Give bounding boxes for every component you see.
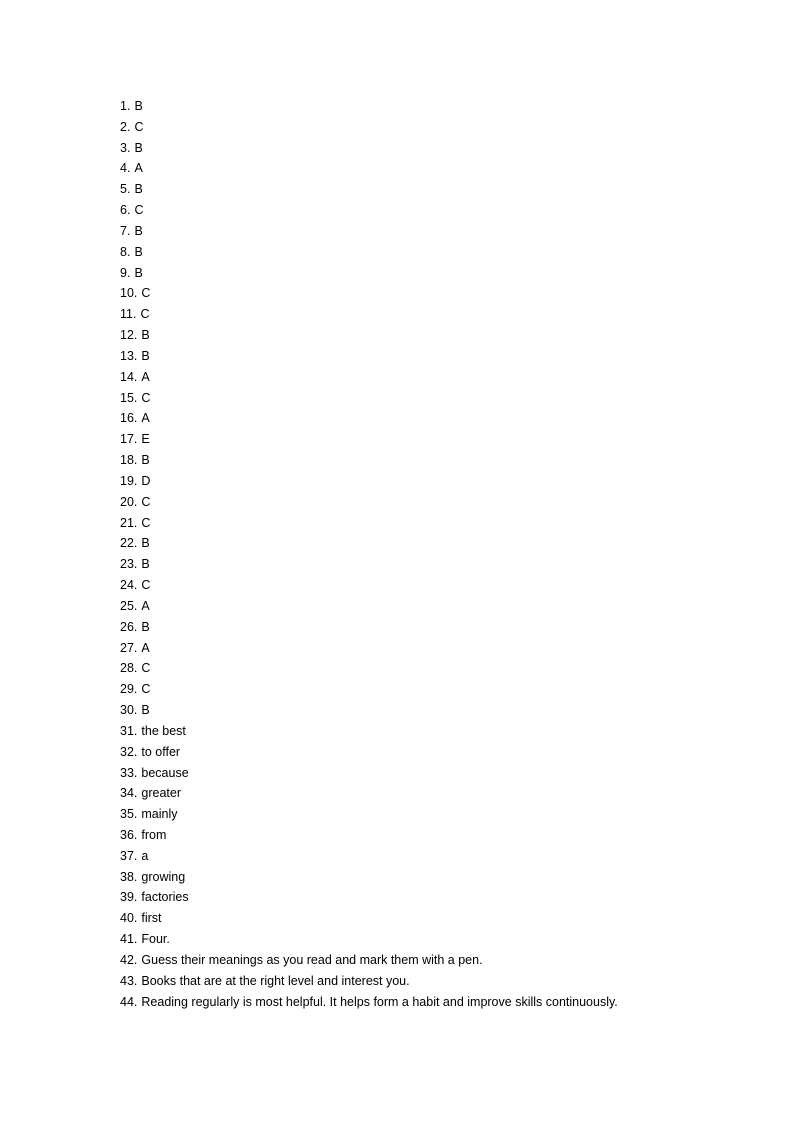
answer-number: 3. xyxy=(120,140,131,155)
answer-text: A xyxy=(141,369,150,384)
answer-number: 42. xyxy=(120,952,138,967)
answer-item xyxy=(120,783,618,804)
answer-item xyxy=(120,513,618,534)
answer-item xyxy=(120,283,618,304)
answer-text: first xyxy=(141,911,162,926)
answer-number: 44. xyxy=(120,994,138,1009)
answer-item xyxy=(120,804,618,825)
answer-text: B xyxy=(141,619,150,634)
answer-key-list xyxy=(120,96,618,1012)
answer-number: 11. xyxy=(120,307,137,322)
answer-number: 22. xyxy=(120,536,138,551)
answer-item xyxy=(120,492,618,513)
answer-item xyxy=(120,596,618,617)
answer-number: 30. xyxy=(120,703,138,718)
answer-number: 39. xyxy=(120,890,138,905)
answer-number: 34. xyxy=(120,786,138,801)
answer-number: 5. xyxy=(120,182,131,197)
answer-item xyxy=(120,179,618,200)
answer-text: C xyxy=(134,203,144,218)
answer-number: 1. xyxy=(120,99,131,113)
answer-text: B xyxy=(141,703,150,718)
answer-number: 6. xyxy=(120,203,131,218)
answer-number: 24. xyxy=(120,578,138,593)
answer-item xyxy=(120,138,618,159)
answer-item xyxy=(120,867,618,888)
answer-item xyxy=(120,429,618,450)
answer-number: 10. xyxy=(120,286,138,301)
answer-text: C xyxy=(141,661,151,676)
answer-item xyxy=(120,554,618,575)
answer-item xyxy=(120,325,618,346)
answer-number: 32. xyxy=(120,744,138,759)
answer-text: C xyxy=(141,286,151,301)
answer-text: C xyxy=(141,515,151,530)
answer-number: 33. xyxy=(120,765,138,780)
answer-number: 23. xyxy=(120,557,138,572)
answer-number: 20. xyxy=(120,494,138,509)
answer-number: 43. xyxy=(120,973,138,988)
answer-item xyxy=(120,992,618,1013)
answer-item xyxy=(120,263,618,284)
answer-item xyxy=(120,763,618,784)
answer-item xyxy=(120,825,618,846)
answer-item xyxy=(120,846,618,867)
answer-text: B xyxy=(134,140,143,155)
answer-text: C xyxy=(134,119,144,134)
answer-text: C xyxy=(141,390,151,405)
answer-number: 28. xyxy=(120,661,138,676)
answer-item xyxy=(120,700,618,721)
answer-item xyxy=(120,617,618,638)
answer-text: because xyxy=(141,765,189,780)
answer-text: A xyxy=(141,640,150,655)
answer-text: mainly xyxy=(141,807,178,822)
answer-number: 15. xyxy=(120,390,138,405)
answer-item xyxy=(120,575,618,596)
answer-text: E xyxy=(141,432,150,447)
answer-text: B xyxy=(134,99,143,113)
answer-item xyxy=(120,450,618,471)
answer-number: 13. xyxy=(120,348,138,363)
answer-text: B xyxy=(134,182,143,197)
answer-item xyxy=(120,638,618,659)
answer-number: 41. xyxy=(120,932,138,947)
answer-text: B xyxy=(141,453,150,468)
answer-number: 37. xyxy=(120,848,138,863)
answer-text: B xyxy=(134,223,143,238)
answer-text: B xyxy=(141,348,150,363)
answer-text: A xyxy=(134,161,143,176)
answer-number: 35. xyxy=(120,807,138,822)
answer-number: 40. xyxy=(120,911,138,926)
answer-text: factories xyxy=(141,890,189,905)
answer-item xyxy=(120,950,618,971)
answer-text: C xyxy=(141,494,151,509)
answer-text: B xyxy=(141,536,150,551)
answer-text: from xyxy=(141,827,167,842)
answer-number: 16. xyxy=(120,411,138,426)
answer-number: 27. xyxy=(120,640,138,655)
answer-number: 21. xyxy=(120,515,138,530)
answer-text: Guess their meanings as you read and mark them with a pen. xyxy=(141,952,483,967)
answer-text: B xyxy=(141,557,150,572)
answer-text: to offer xyxy=(141,744,181,759)
answer-text: the best xyxy=(141,723,186,738)
answer-item xyxy=(120,471,618,492)
answer-text: B xyxy=(134,244,143,259)
answer-item xyxy=(120,388,618,409)
answer-number: 12. xyxy=(120,328,138,343)
answer-text: C xyxy=(140,307,150,322)
answer-text: Reading regularly is most helpful. It helps form a habit and improve skills continuously. xyxy=(141,994,618,1009)
answer-text: C xyxy=(141,578,151,593)
answer-item xyxy=(120,679,618,700)
answer-text: Four. xyxy=(141,932,170,947)
answer-item xyxy=(120,221,618,242)
answer-number: 19. xyxy=(120,473,138,488)
answer-item xyxy=(120,367,618,388)
answer-item xyxy=(120,346,618,367)
answer-number: 36. xyxy=(120,827,138,842)
answer-text: A xyxy=(141,411,150,426)
answer-number: 9. xyxy=(120,265,131,280)
answer-item xyxy=(120,971,618,992)
answer-number: 14. xyxy=(120,369,138,384)
answer-text: B xyxy=(134,265,143,280)
answer-text: growing xyxy=(141,869,186,884)
answer-number: 8. xyxy=(120,244,131,259)
answer-number: 7. xyxy=(120,223,131,238)
answer-number: 38. xyxy=(120,869,138,884)
answer-item xyxy=(120,117,618,138)
answer-text: Books that are at the right level and interest you. xyxy=(141,973,410,988)
answer-item xyxy=(120,742,618,763)
answer-number: 2. xyxy=(120,119,131,134)
answer-item xyxy=(120,658,618,679)
answer-item xyxy=(120,721,618,742)
answer-number: 17. xyxy=(120,432,138,447)
answer-text: greater xyxy=(141,786,181,801)
answer-item xyxy=(120,908,618,929)
answer-text: a xyxy=(141,848,149,863)
answer-item xyxy=(120,533,618,554)
answer-item xyxy=(120,304,618,325)
answer-number: 25. xyxy=(120,598,138,613)
answer-item xyxy=(120,929,618,950)
answer-text: A xyxy=(141,598,150,613)
answer-text: B xyxy=(141,328,150,343)
answer-item xyxy=(120,408,618,429)
answer-number: 4. xyxy=(120,161,131,176)
answer-item xyxy=(120,242,618,263)
answer-number: 18. xyxy=(120,453,138,468)
answer-number: 29. xyxy=(120,682,138,697)
answer-text: D xyxy=(141,473,151,488)
answer-text: C xyxy=(141,682,151,697)
answer-item xyxy=(120,200,618,221)
answer-item xyxy=(120,887,618,908)
answer-number: 26. xyxy=(120,619,138,634)
answer-number: 31. xyxy=(120,723,138,738)
answer-item xyxy=(120,158,618,179)
answer-item xyxy=(120,96,618,117)
